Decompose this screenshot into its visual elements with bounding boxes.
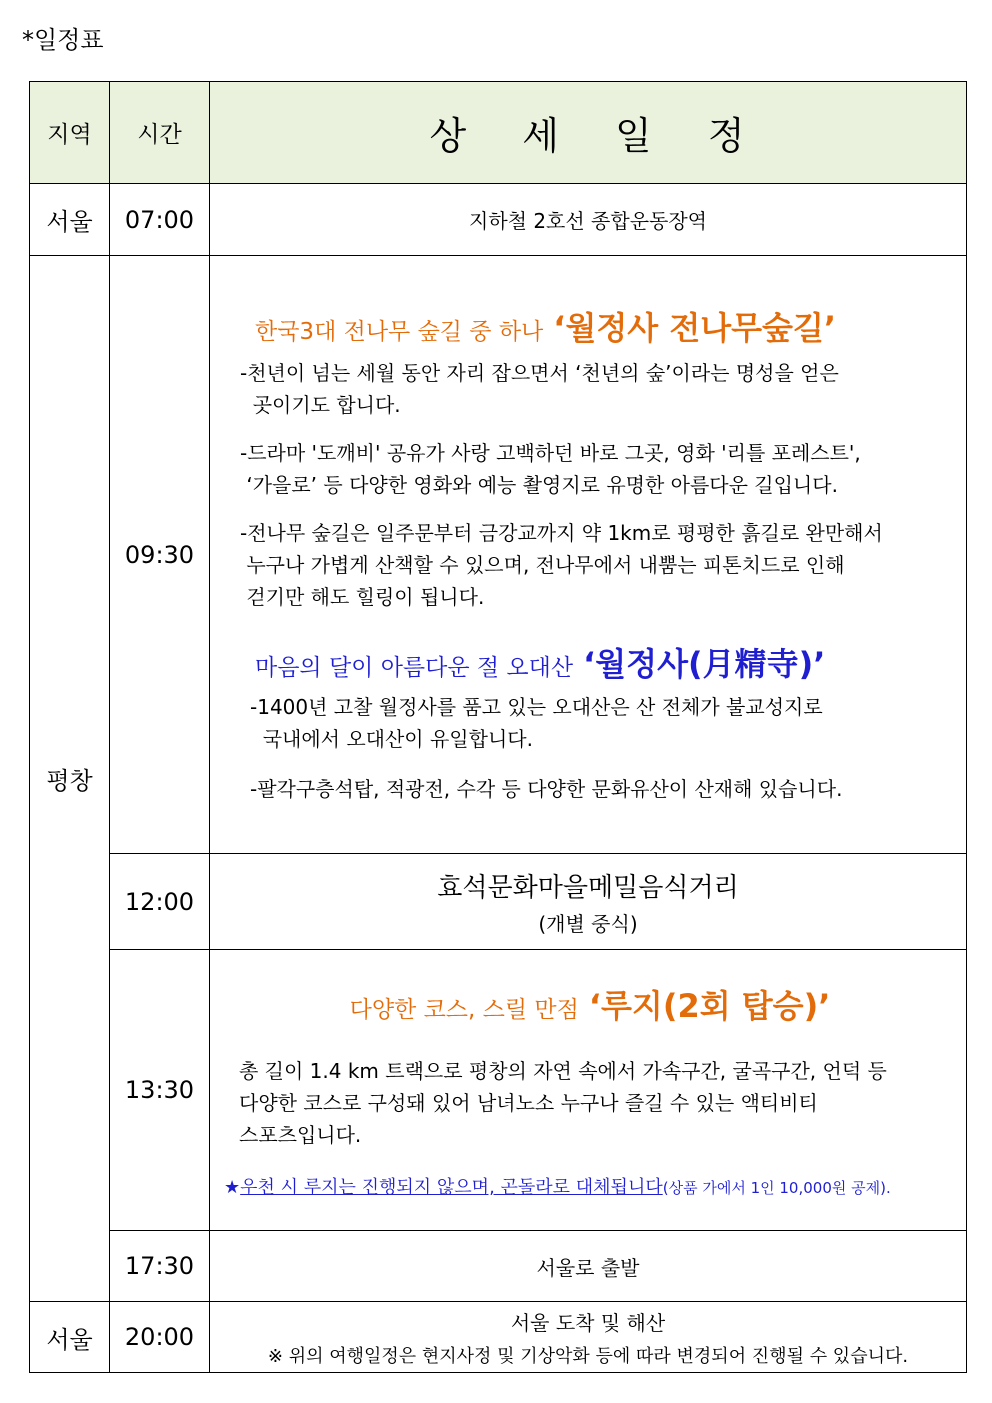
detail-cell: 지하철 2호선 종합운동장역	[210, 184, 967, 256]
page-title: *일정표	[22, 26, 104, 54]
table-row	[30, 1302, 967, 1373]
arrival-text: 서울 도착 및 해산	[510, 1310, 666, 1335]
paragraph: -천년이 넘는 세월 동안 자리 잡으면서 ‘천년의 숲’이라는 명성을 얻은 곳이기도 합니다.	[240, 360, 839, 417]
schedule-table	[29, 81, 967, 1373]
time-cell: 07:00	[110, 184, 210, 256]
time-cell: 12:00	[110, 854, 210, 950]
rain-notice-text: 우천 시 루지는 진행되지 않으며, 곤돌라로 대체됩니다	[240, 1177, 663, 1198]
time-cell: 17:30	[110, 1231, 210, 1302]
detail-cell	[210, 256, 967, 854]
paragraph: 총 길이 1.4 km 트랙으로 평창의 자연 속에서 가속구간, 굴곡구간, 언덕 등 다양한 코스로 구성돼 있어 남녀노소 누구나 즐길 수 있는 액티비티 스포츠입니다.	[239, 1059, 887, 1147]
change-notice: ※ 위의 여행일정은 현지사정 및 기상악화 등에 따라 변경되어 진행될 수 있습니다.	[267, 1345, 909, 1367]
place-name: 효석문화마을메밀음식거리	[437, 872, 739, 903]
highlight-line	[255, 303, 966, 349]
rain-notice-detail: (상품 가에서 1인 10,000원 공제).	[662, 1179, 891, 1197]
star-icon: ★	[224, 1177, 241, 1198]
rain-notice	[224, 1173, 956, 1199]
detail-cell	[210, 1302, 967, 1373]
table-row	[30, 256, 967, 854]
highlight-lead: 한국3대 전나무 숲길 중 하나	[255, 318, 544, 345]
paragraph: -드라마 '도깨비' 공유가 사랑 고백하던 바로 그곳, 영화 '리틀 포레스트', ‘가을로’ 등 다양한 영화와 예능 촬영지로 유명한 아름다운 길입니다.	[240, 440, 861, 497]
detail-cell: 서울로 출발	[210, 1231, 967, 1302]
paragraph: -팔각구층석탑, 적광전, 수각 등 다양한 문화유산이 산재해 있습니다.	[250, 776, 843, 801]
highlight-line	[255, 639, 966, 685]
table-row	[30, 854, 967, 950]
table-row	[30, 950, 967, 1231]
highlight-name: ‘월정사 전나무숲길’	[553, 308, 837, 347]
time-cell: 13:30	[110, 950, 210, 1231]
table-row	[30, 184, 967, 256]
detail-cell	[210, 950, 967, 1231]
table-row	[30, 1231, 967, 1302]
header-region: 지역	[30, 82, 110, 184]
header-row	[30, 82, 967, 184]
highlight-line	[224, 981, 956, 1027]
header-time: 시간	[110, 82, 210, 184]
paragraph: -전나무 숲길은 일주문부터 금강교까지 약 1km로 평평한 흙길로 완만해서 누구나 가볍게 산책할 수 있으며, 전나무에서 내뿜는 피톤치드로 인해 걷기만 해도 힐링이 됩니다.	[240, 520, 883, 609]
paragraph: -1400년 고찰 월정사를 품고 있는 오대산은 산 전체가 불교성지로 국내에서 오대산이 유일합니다.	[250, 694, 823, 751]
highlight-name: ‘월정사(月精寺)’	[583, 644, 826, 683]
time-cell: 20:00	[110, 1302, 210, 1373]
highlight-name: ‘루지(2회 탑승)’	[588, 987, 831, 1025]
highlight-lead: 마음의 달이 아름다운 절 오대산	[255, 654, 574, 681]
header-detail: 상 세 일 정	[210, 82, 967, 184]
highlight-lead: 다양한 코스, 스릴 만점	[349, 997, 579, 1023]
meal-note: (개별 중식)	[538, 911, 638, 936]
region-cell: 서울	[30, 184, 110, 256]
time-cell: 09:30	[110, 256, 210, 854]
region-cell: 평창	[30, 256, 110, 1302]
region-cell: 서울	[30, 1302, 110, 1373]
detail-cell	[210, 854, 967, 950]
